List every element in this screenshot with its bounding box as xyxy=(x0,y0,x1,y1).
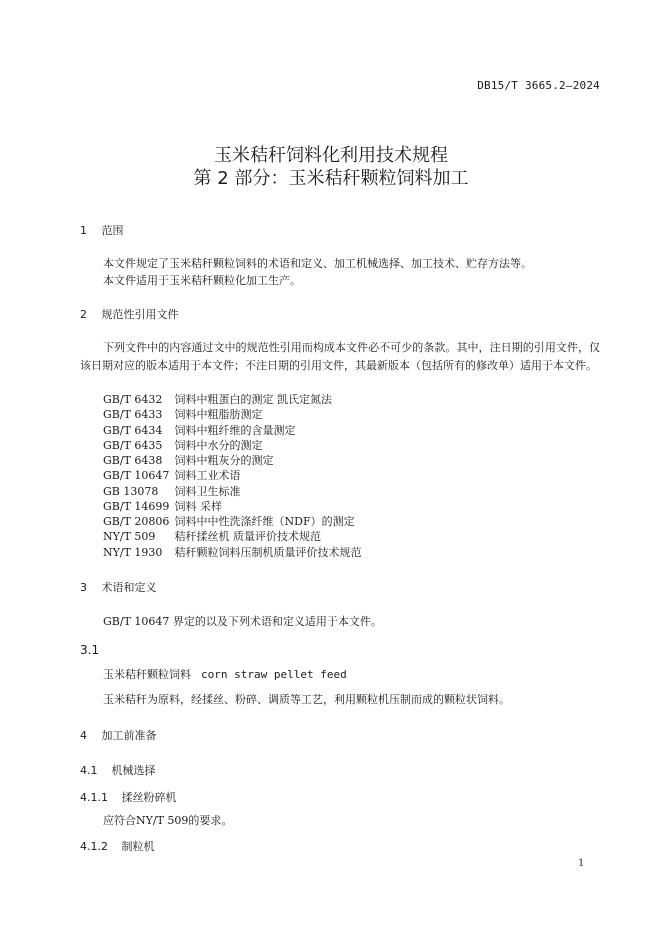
term-english: corn straw pellet feed xyxy=(201,668,347,681)
reference-item xyxy=(103,483,241,499)
term-title xyxy=(103,666,347,682)
reference-item xyxy=(103,391,332,407)
section-number: 4 xyxy=(80,729,87,742)
terms-paragraph: GB/T 10647 界定的以及下列术语和定义适用于本文件。 xyxy=(103,615,382,628)
reference-item xyxy=(103,544,362,560)
term-definition: 玉米秸秆为原料，经揉丝、粉碎、调质等工艺，利用颗粒机压制而成的颗粒状饲料。 xyxy=(103,693,510,706)
reference-item xyxy=(103,406,263,422)
section-heading-4-1 xyxy=(80,762,156,778)
term-number: 3.1 xyxy=(80,643,100,657)
reference-code: GB/T 10647 xyxy=(103,469,170,482)
page-number: 1 xyxy=(578,858,585,869)
reference-name: 饲料工业术语 xyxy=(174,469,241,482)
section-title: 机械选择 xyxy=(111,764,156,777)
reference-name: 秸秆颗粒饲料压制机质量评价技术规范 xyxy=(174,546,362,559)
reference-name: 饲料中粗纤维的含量测定 xyxy=(174,424,296,437)
section-heading-1 xyxy=(80,222,124,238)
reference-name: 饲料 采样 xyxy=(174,500,222,513)
reference-name: 秸秆揉丝机 质量评价技术规范 xyxy=(174,530,321,543)
reference-item xyxy=(103,467,241,483)
section-heading-4 xyxy=(80,727,157,743)
reference-item xyxy=(103,498,222,514)
reference-name: 饲料中水分的测定 xyxy=(174,439,263,452)
section-title: 规范性引用文件 xyxy=(101,308,179,321)
document-title: 玉米秸秆饲料化利用技术规程 xyxy=(214,145,448,166)
reference-code: GB/T 6434 xyxy=(103,424,163,437)
reference-item xyxy=(103,422,296,438)
reference-item xyxy=(103,452,274,468)
reference-code: GB/T 20806 xyxy=(103,515,170,528)
term-chinese: 玉米秸秆颗粒饲料 xyxy=(103,668,191,681)
section-number: 4.1 xyxy=(80,764,98,777)
section-heading-4-1-1 xyxy=(80,789,177,805)
reference-item xyxy=(103,528,321,544)
section-number: 2 xyxy=(80,308,87,321)
section-title: 揉丝粉碎机 xyxy=(121,791,177,804)
reference-code: NY/T 1930 xyxy=(103,546,163,559)
section-heading-4-1-2 xyxy=(80,838,155,854)
reference-name: 饲料中粗脂肪测定 xyxy=(174,408,263,421)
reference-name: 饲料中粗灰分的测定 xyxy=(174,454,274,467)
section-title: 范围 xyxy=(101,224,124,237)
section-number: 3 xyxy=(80,581,87,594)
reference-code: GB/T 6435 xyxy=(103,439,163,452)
reference-code: GB/T 6433 xyxy=(103,408,163,421)
reference-name: 饲料卫生标准 xyxy=(174,485,241,498)
reference-name: 饲料中粗蛋白的测定 凯氏定氮法 xyxy=(174,393,332,406)
section-title: 加工前准备 xyxy=(101,729,157,742)
normative-references-paragraph: 下列文件中的内容通过文中的规范性引用而构成本文件必不可少的条款。其中，注日期的引用文件，仅该日期对应的版本适用于本文件；不注日期的引用文件，其最新版本（包括所有的修改单）适用于本文件。 xyxy=(80,341,600,372)
reference-item xyxy=(103,513,355,529)
reference-code: GB/T 6432 xyxy=(103,393,163,406)
requirement-paragraph: 应符合NY/T 509的要求。 xyxy=(103,814,233,827)
section-title: 术语和定义 xyxy=(101,581,157,594)
scope-paragraph-2: 本文件适用于玉米秸秆颗粒化加工生产。 xyxy=(103,274,301,287)
document-number: DB15/T 3665.2—2024 xyxy=(477,79,600,92)
section-title: 制粒机 xyxy=(121,840,155,853)
document-subtitle: 第 2 部分：玉米秸秆颗粒饲料加工 xyxy=(193,168,469,189)
reference-code: GB/T 14699 xyxy=(103,500,170,513)
reference-name: 饲料中中性洗涤纤维（NDF）的测定 xyxy=(174,515,355,528)
scope-paragraph-1: 本文件规定了玉米秸秆颗粒饲料的术语和定义、加工机械选择、加工技术、贮存方法等。 xyxy=(103,257,532,270)
section-number: 4.1.1 xyxy=(80,791,108,804)
section-heading-2 xyxy=(80,306,179,322)
reference-code: NY/T 509 xyxy=(103,530,156,543)
section-number: 4.1.2 xyxy=(80,840,108,853)
section-heading-3 xyxy=(80,579,157,595)
section-number: 1 xyxy=(80,224,87,237)
reference-code: GB 13078 xyxy=(103,485,159,498)
reference-code: GB/T 6438 xyxy=(103,454,163,467)
reference-item xyxy=(103,437,263,453)
